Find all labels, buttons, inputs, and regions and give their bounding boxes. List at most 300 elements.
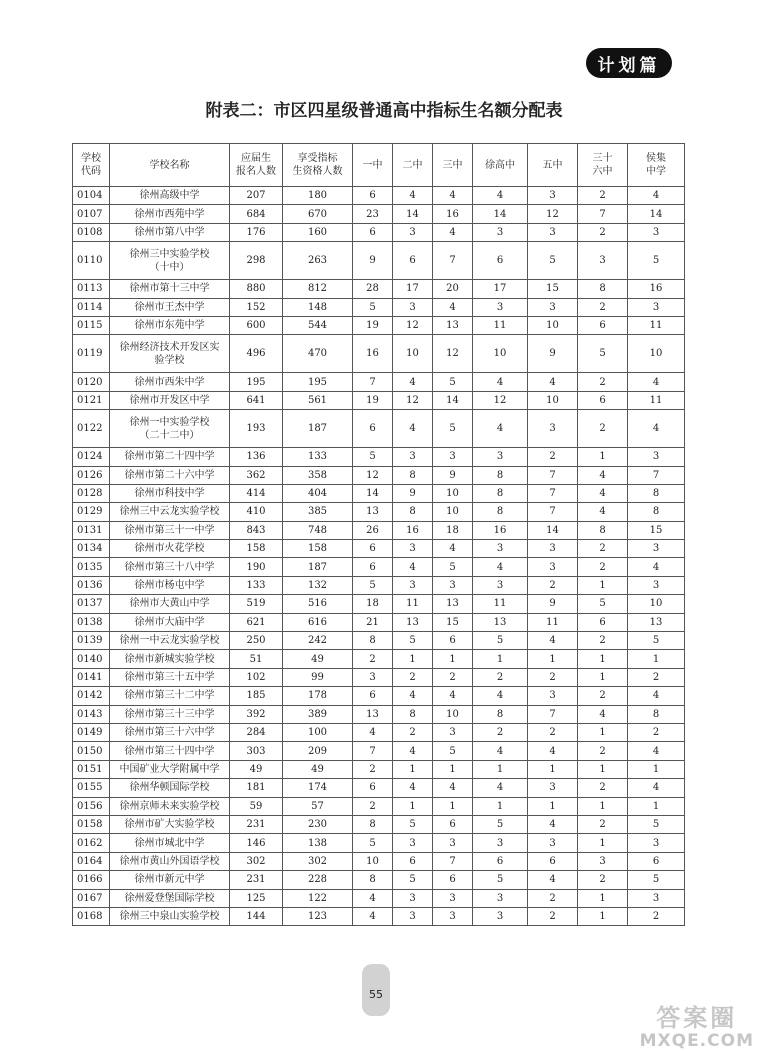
school-name [110, 540, 230, 558]
applicants-count: 59 [230, 797, 283, 815]
quota-sanshiliuzhong: 6 [578, 613, 628, 631]
quota-xugaozhong: 12 [473, 391, 528, 409]
school-name [110, 466, 230, 484]
watermark [640, 998, 754, 1051]
table-row [73, 280, 685, 298]
school-name-line: 徐州经济技术开发区实 [119, 341, 220, 353]
quota-wuzhong: 12 [528, 205, 578, 223]
school-code: 0168 [73, 907, 110, 925]
quota-xugaozhong: 3 [473, 834, 528, 852]
quota-yizhong: 26 [353, 521, 393, 539]
quota-wuzhong: 4 [528, 373, 578, 391]
quota-sanshiliuzhong: 6 [578, 316, 628, 334]
quota-wuzhong: 4 [528, 632, 578, 650]
school-name [110, 410, 230, 448]
applicants-count: 158 [230, 540, 283, 558]
quota-sanshiliuzhong: 1 [578, 723, 628, 741]
quota-yizhong: 6 [353, 187, 393, 205]
quota-xugaozhong: 11 [473, 595, 528, 613]
school-name [110, 298, 230, 316]
watermark-text: 答案圈 [656, 1004, 738, 1032]
quota-xugaozhong: 13 [473, 613, 528, 631]
table-row [73, 632, 685, 650]
quota-sanzhong: 2 [433, 668, 473, 686]
applicants-count: 392 [230, 705, 283, 723]
quota-wuzhong: 2 [528, 448, 578, 466]
school-name-line: 徐州华顿国际学校 [129, 782, 210, 794]
quota-wuzhong: 2 [528, 723, 578, 741]
quota-sanzhong: 18 [433, 521, 473, 539]
table-row [73, 889, 685, 907]
quota-sanzhong: 9 [433, 466, 473, 484]
quota-sanshiliuzhong: 2 [578, 632, 628, 650]
quota-xugaozhong: 1 [473, 650, 528, 668]
school-code: 0134 [73, 540, 110, 558]
school-name-line: 徐州市东苑中学 [134, 320, 205, 332]
applicants-count: 102 [230, 668, 283, 686]
quota-erzhong: 6 [393, 852, 433, 870]
quota-yizhong: 5 [353, 576, 393, 594]
quota-xugaozhong: 3 [473, 889, 528, 907]
quota-houji: 14 [628, 205, 685, 223]
school-name [110, 316, 230, 334]
school-code: 0149 [73, 723, 110, 741]
page-number: 55 [369, 988, 383, 1001]
logo-text: 计划篇 [597, 55, 661, 76]
applicants-count: 250 [230, 632, 283, 650]
allocation-table [72, 143, 685, 926]
table-row [73, 871, 685, 889]
school-name-line: （十中） [149, 261, 190, 273]
school-name-line: 徐州市第三十二中学 [124, 690, 215, 702]
eligible-count: 122 [283, 889, 353, 907]
school-name-line: 徐州市西朱中学 [134, 376, 205, 388]
quota-xugaozhong: 2 [473, 723, 528, 741]
school-name [110, 907, 230, 925]
eligible-count: 561 [283, 391, 353, 409]
table-row [73, 815, 685, 833]
school-name-line: 徐州市第十三中学 [129, 283, 210, 295]
quota-sanshiliuzhong: 6 [578, 391, 628, 409]
applicants-count: 133 [230, 576, 283, 594]
quota-yizhong: 2 [353, 650, 393, 668]
table-row [73, 742, 685, 760]
quota-sanzhong: 1 [433, 797, 473, 815]
school-code: 0135 [73, 558, 110, 576]
table-row [73, 187, 685, 205]
quota-houji: 3 [628, 834, 685, 852]
eligible-count: 180 [283, 187, 353, 205]
school-name-line: 徐州市第八中学 [134, 226, 205, 238]
school-name [110, 503, 230, 521]
school-name [110, 779, 230, 797]
quota-yizhong: 13 [353, 503, 393, 521]
quota-wuzhong: 15 [528, 280, 578, 298]
applicants-count: 195 [230, 373, 283, 391]
table-row [73, 503, 685, 521]
school-name [110, 187, 230, 205]
quota-sanshiliuzhong: 4 [578, 705, 628, 723]
quota-erzhong: 2 [393, 723, 433, 741]
school-name-line: 徐州市第三十五中学 [124, 672, 215, 683]
quota-xugaozhong: 4 [473, 779, 528, 797]
eligible-count: 123 [283, 907, 353, 925]
quota-houji: 4 [628, 687, 685, 705]
eligible-count: 158 [283, 540, 353, 558]
header-line: 三中 [442, 159, 463, 171]
header-line: 生资格人数 [292, 166, 343, 177]
quota-sanshiliuzhong: 2 [578, 779, 628, 797]
school-name-line: 徐州三中云龙实验学校 [119, 506, 220, 518]
school-name-line: 徐州市城北中学 [134, 837, 205, 849]
quota-houji: 3 [628, 540, 685, 558]
quota-yizhong: 5 [353, 834, 393, 852]
table-row [73, 723, 685, 741]
quota-sanzhong: 3 [433, 448, 473, 466]
school-code: 0126 [73, 466, 110, 484]
quota-houji: 5 [628, 242, 685, 280]
quota-erzhong: 3 [393, 889, 433, 907]
quota-wuzhong: 1 [528, 760, 578, 778]
quota-yizhong: 6 [353, 410, 393, 448]
school-name [110, 335, 230, 373]
quota-wuzhong: 3 [528, 779, 578, 797]
table-row [73, 668, 685, 686]
applicants-count: 185 [230, 687, 283, 705]
header-line: 报名人数 [236, 166, 276, 177]
school-name-line: 徐州市科技中学 [134, 488, 205, 500]
eligible-count: 133 [283, 448, 353, 466]
quota-erzhong: 4 [393, 779, 433, 797]
school-code: 0131 [73, 521, 110, 539]
column-header [433, 144, 473, 187]
school-name [110, 705, 230, 723]
school-code: 0137 [73, 595, 110, 613]
school-name-line: 徐州一中实验学校 [129, 416, 210, 428]
quota-yizhong: 2 [353, 797, 393, 815]
quota-sanshiliuzhong: 1 [578, 889, 628, 907]
school-name [110, 815, 230, 833]
quota-erzhong: 16 [393, 521, 433, 539]
applicants-count: 298 [230, 242, 283, 280]
quota-erzhong: 1 [393, 797, 433, 815]
quota-yizhong: 14 [353, 484, 393, 502]
quota-erzhong: 5 [393, 632, 433, 650]
eligible-count: 178 [283, 687, 353, 705]
school-name-line: 徐州市第二十四中学 [124, 451, 215, 463]
quota-sanshiliuzhong: 4 [578, 503, 628, 521]
table-row [73, 466, 685, 484]
school-name [110, 687, 230, 705]
quota-sanshiliuzhong: 8 [578, 280, 628, 298]
school-name [110, 280, 230, 298]
school-code: 0124 [73, 448, 110, 466]
quota-sanzhong: 4 [433, 687, 473, 705]
quota-houji: 4 [628, 779, 685, 797]
quota-yizhong: 9 [353, 242, 393, 280]
applicants-count: 519 [230, 595, 283, 613]
quota-wuzhong: 2 [528, 668, 578, 686]
eligible-count: 616 [283, 613, 353, 631]
school-name-line: （二十二中） [139, 429, 200, 441]
quota-sanshiliuzhong: 1 [578, 448, 628, 466]
quota-erzhong: 12 [393, 316, 433, 334]
quota-yizhong: 8 [353, 871, 393, 889]
quota-houji: 5 [628, 871, 685, 889]
quota-houji: 2 [628, 723, 685, 741]
header-line: 代码 [81, 166, 101, 177]
quota-xugaozhong: 6 [473, 242, 528, 280]
eligible-count: 230 [283, 815, 353, 833]
header-line: 一中 [362, 159, 383, 171]
quota-sanshiliuzhong: 1 [578, 576, 628, 594]
quota-sanzhong: 10 [433, 705, 473, 723]
eligible-count: 57 [283, 797, 353, 815]
quota-erzhong: 4 [393, 373, 433, 391]
school-code: 0151 [73, 760, 110, 778]
school-code: 0162 [73, 834, 110, 852]
watermark-url: MXQE.COM [639, 1031, 754, 1051]
eligible-count: 516 [283, 595, 353, 613]
quota-wuzhong: 3 [528, 410, 578, 448]
quota-yizhong: 4 [353, 723, 393, 741]
quota-wuzhong: 14 [528, 521, 578, 539]
applicants-count: 684 [230, 205, 283, 223]
quota-sanzhong: 13 [433, 316, 473, 334]
quota-sanshiliuzhong: 2 [578, 558, 628, 576]
school-name-line: 徐州市第三十六中学 [124, 727, 215, 739]
quota-sanzhong: 3 [433, 576, 473, 594]
school-name [110, 797, 230, 815]
quota-sanzhong: 3 [433, 889, 473, 907]
quota-wuzhong: 4 [528, 742, 578, 760]
quota-erzhong: 4 [393, 558, 433, 576]
table-row [73, 760, 685, 778]
section-logo [586, 48, 672, 78]
school-name-line: 徐州市西苑中学 [134, 208, 205, 220]
quota-erzhong: 5 [393, 815, 433, 833]
table-row [73, 834, 685, 852]
quota-sanshiliuzhong: 7 [578, 205, 628, 223]
applicants-count: 144 [230, 907, 283, 925]
quota-houji: 5 [628, 815, 685, 833]
column-header [578, 144, 628, 187]
quota-erzhong: 3 [393, 540, 433, 558]
quota-erzhong: 4 [393, 410, 433, 448]
table-row [73, 373, 685, 391]
quota-houji: 5 [628, 632, 685, 650]
school-name [110, 871, 230, 889]
quota-wuzhong: 3 [528, 687, 578, 705]
school-name-line: 中国矿业大学附属中学 [119, 763, 220, 775]
school-name [110, 760, 230, 778]
school-name [110, 742, 230, 760]
applicants-count: 303 [230, 742, 283, 760]
eligible-count: 242 [283, 632, 353, 650]
applicants-count: 51 [230, 650, 283, 668]
quota-houji: 3 [628, 298, 685, 316]
quota-sanzhong: 10 [433, 503, 473, 521]
applicants-count: 641 [230, 391, 283, 409]
quota-yizhong: 8 [353, 815, 393, 833]
quota-xugaozhong: 3 [473, 448, 528, 466]
applicants-count: 49 [230, 760, 283, 778]
quota-yizhong: 5 [353, 298, 393, 316]
school-name-line: 徐州市第三十八中学 [124, 561, 215, 573]
quota-yizhong: 4 [353, 907, 393, 925]
school-name [110, 595, 230, 613]
table-row [73, 595, 685, 613]
quota-houji: 1 [628, 650, 685, 668]
quota-wuzhong: 10 [528, 391, 578, 409]
quota-sanshiliuzhong: 1 [578, 907, 628, 925]
eligible-count: 389 [283, 705, 353, 723]
header-line: 三十 [592, 153, 613, 164]
quota-xugaozhong: 4 [473, 410, 528, 448]
quota-houji: 4 [628, 373, 685, 391]
quota-yizhong: 16 [353, 335, 393, 373]
quota-houji: 4 [628, 558, 685, 576]
eligible-count: 748 [283, 521, 353, 539]
quota-sanzhong: 3 [433, 907, 473, 925]
quota-xugaozhong: 8 [473, 466, 528, 484]
table-row [73, 852, 685, 870]
eligible-count: 49 [283, 650, 353, 668]
quota-yizhong: 12 [353, 466, 393, 484]
quota-yizhong: 21 [353, 613, 393, 631]
quota-erzhong: 3 [393, 223, 433, 241]
school-code: 0115 [73, 316, 110, 334]
eligible-count: 138 [283, 834, 353, 852]
quota-xugaozhong: 4 [473, 373, 528, 391]
quota-xugaozhong: 4 [473, 742, 528, 760]
applicants-count: 362 [230, 466, 283, 484]
school-code: 0138 [73, 613, 110, 631]
quota-yizhong: 8 [353, 632, 393, 650]
school-name-line: 徐州市新城实验学校 [124, 653, 215, 665]
eligible-count: 209 [283, 742, 353, 760]
quota-houji: 4 [628, 410, 685, 448]
school-name [110, 723, 230, 741]
applicants-count: 152 [230, 298, 283, 316]
quota-houji: 4 [628, 187, 685, 205]
quota-wuzhong: 2 [528, 889, 578, 907]
quota-wuzhong: 11 [528, 613, 578, 631]
quota-yizhong: 23 [353, 205, 393, 223]
quota-erzhong: 4 [393, 687, 433, 705]
quota-erzhong: 4 [393, 187, 433, 205]
quota-sanshiliuzhong: 2 [578, 187, 628, 205]
column-header [73, 144, 110, 187]
quota-xugaozhong: 3 [473, 223, 528, 241]
school-name-line: 徐州爱登堡国际学校 [124, 892, 215, 904]
column-header [528, 144, 578, 187]
quota-xugaozhong: 4 [473, 687, 528, 705]
quota-houji: 3 [628, 223, 685, 241]
school-name [110, 668, 230, 686]
school-code: 0143 [73, 705, 110, 723]
quota-sanzhong: 3 [433, 723, 473, 741]
eligible-count: 100 [283, 723, 353, 741]
column-header [473, 144, 528, 187]
quota-yizhong: 19 [353, 316, 393, 334]
school-code: 0114 [73, 298, 110, 316]
quota-sanzhong: 4 [433, 223, 473, 241]
school-code: 0156 [73, 797, 110, 815]
quota-sanzhong: 6 [433, 871, 473, 889]
quota-sanshiliuzhong: 5 [578, 595, 628, 613]
quota-erzhong: 13 [393, 613, 433, 631]
column-header [283, 144, 353, 187]
quota-wuzhong: 3 [528, 223, 578, 241]
school-name-line: 验学校 [154, 354, 185, 366]
quota-houji: 8 [628, 705, 685, 723]
quota-sanshiliuzhong: 2 [578, 815, 628, 833]
table-row [73, 242, 685, 280]
quota-houji: 6 [628, 852, 685, 870]
quota-wuzhong: 7 [528, 503, 578, 521]
school-code: 0108 [73, 223, 110, 241]
quota-erzhong: 17 [393, 280, 433, 298]
quota-erzhong: 8 [393, 705, 433, 723]
applicants-count: 181 [230, 779, 283, 797]
quota-houji: 16 [628, 280, 685, 298]
quota-houji: 2 [628, 907, 685, 925]
applicants-count: 621 [230, 613, 283, 631]
quota-sanzhong: 4 [433, 779, 473, 797]
quota-sanzhong: 5 [433, 373, 473, 391]
quota-erzhong: 1 [393, 760, 433, 778]
quota-sanshiliuzhong: 4 [578, 484, 628, 502]
school-name [110, 650, 230, 668]
school-name [110, 223, 230, 241]
applicants-count: 125 [230, 889, 283, 907]
school-code: 0113 [73, 280, 110, 298]
quota-erzhong: 10 [393, 335, 433, 373]
quota-houji: 1 [628, 797, 685, 815]
quota-sanshiliuzhong: 4 [578, 466, 628, 484]
quota-sanzhong: 5 [433, 410, 473, 448]
header-line: 二中 [402, 159, 423, 171]
eligible-count: 132 [283, 576, 353, 594]
eligible-count: 187 [283, 410, 353, 448]
school-name-line: 徐州高级中学 [139, 190, 200, 202]
quota-xugaozhong: 8 [473, 484, 528, 502]
quota-sanshiliuzhong: 2 [578, 223, 628, 241]
school-name [110, 852, 230, 870]
applicants-count: 410 [230, 503, 283, 521]
school-code: 0142 [73, 687, 110, 705]
table-header-row [73, 144, 685, 187]
quota-xugaozhong: 8 [473, 705, 528, 723]
quota-yizhong: 2 [353, 760, 393, 778]
header-line: 学校名称 [149, 159, 190, 171]
quota-erzhong: 6 [393, 242, 433, 280]
table-row [73, 484, 685, 502]
applicants-count: 207 [230, 187, 283, 205]
school-name-line: 徐州市杨屯中学 [134, 580, 205, 592]
quota-wuzhong: 3 [528, 834, 578, 852]
quota-sanshiliuzhong: 2 [578, 410, 628, 448]
table-row [73, 223, 685, 241]
eligible-count: 263 [283, 242, 353, 280]
applicants-count: 176 [230, 223, 283, 241]
quota-xugaozhong: 8 [473, 503, 528, 521]
eligible-count: 148 [283, 298, 353, 316]
quota-sanshiliuzhong: 1 [578, 668, 628, 686]
quota-sanshiliuzhong: 3 [578, 242, 628, 280]
school-name-line: 徐州市火花学校 [134, 543, 205, 555]
